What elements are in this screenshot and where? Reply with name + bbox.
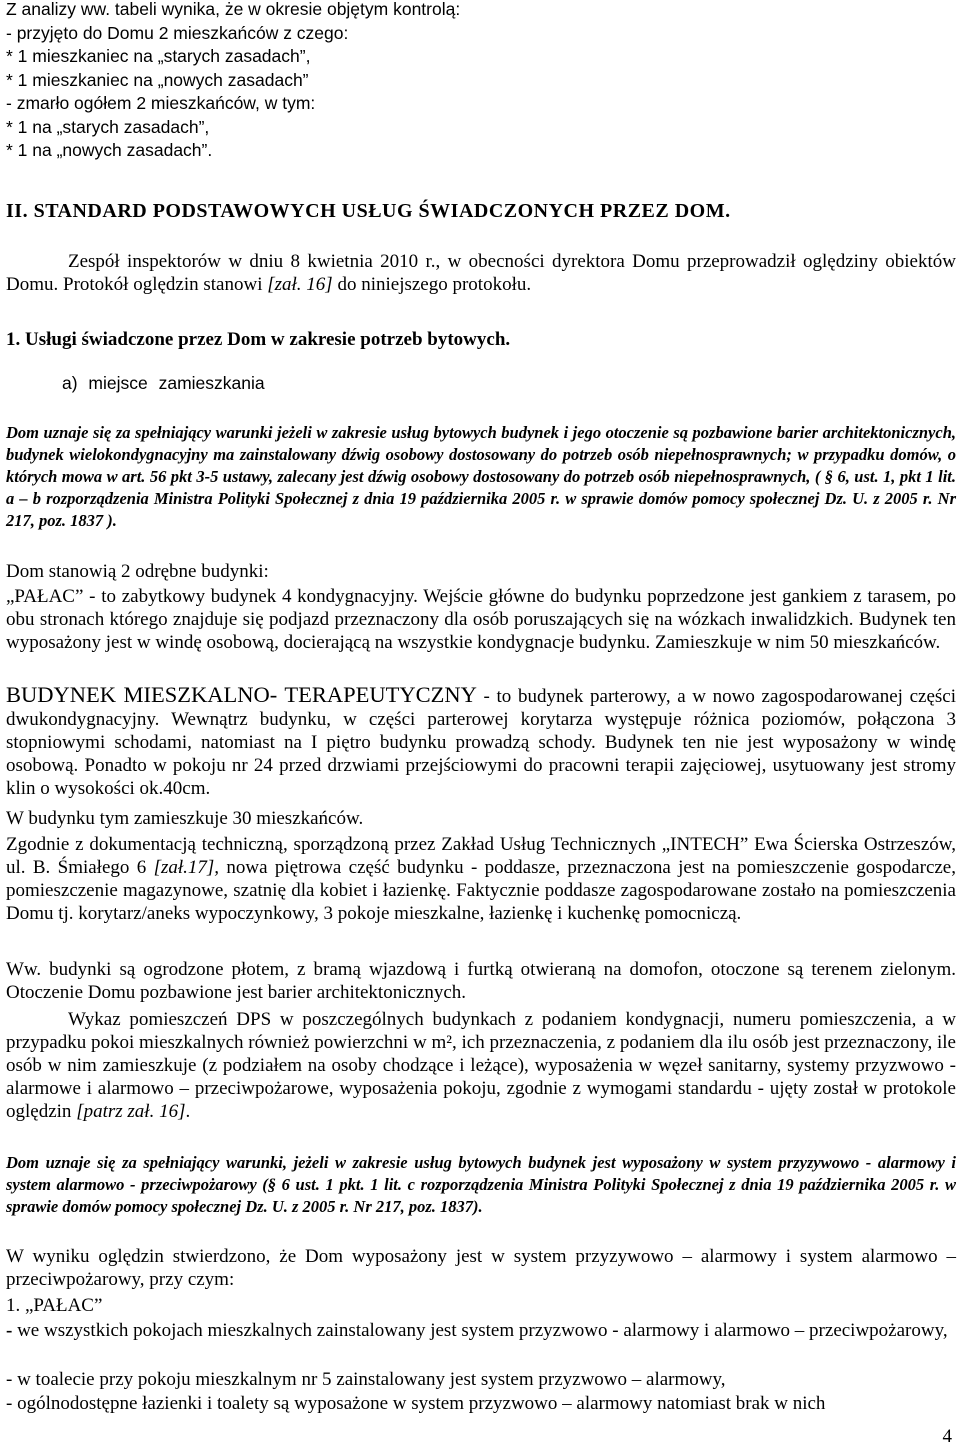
buildings-intro: Dom stanowią 2 odrębne budynki: [6, 561, 269, 582]
list-item: * 1 na „nowych zasadach”. [6, 140, 213, 160]
inspection-text-end: do niniejszego protokołu. [332, 274, 532, 295]
list-item: * 1 mieszkaniec na „nowych zasadach” [6, 69, 309, 90]
page-number: 4 [942, 1426, 952, 1447]
attachment-reference: [patrz zał. 16] [76, 1101, 186, 1122]
result-item: 1. „PAŁAC” [6, 1295, 103, 1316]
intech-text-end: nowa piętrowa część budynku - poddasze, przeznaczona jest na pomieszczenie gospodarcze, pomieszczenie magazynowe, szatnię dla kobiet i łazienkę. Faktycznie poddasze zagospodarowane zostało na pomieszczenia Domu tj. korytarz/aneks wypoczynkowy, 3 pokoje mieszkalne, łazienkę i kuchenkę pomocniczą. [6, 857, 956, 924]
intro-list [6, 0, 956, 163]
subsection-title: a) miejsce zamieszkania [62, 373, 265, 393]
bullet-text: we wszystkich pokojach mieszkalnych zainstalowany jest system przyzwowo - alarmowy i alarmowo – przeciwpożarowy, [12, 1320, 948, 1341]
inspection-text: Zespół inspektorów w dniu 8 kwietnia 2010 r., w obecności dyrektora Domu przeprowadził oględziny obiektów Domu. Protokół oględzin stanowi [6, 251, 956, 295]
intech-text: Zgodnie z dokumentacją techniczną, sporządzoną przez Zakład Usług Technicznych „INTECH” Ewa Ścierska Ostrzeszów, ul. B. Śmiałego 6 [6, 834, 956, 878]
palac-paragraph: „PAŁAC” - to zabytkowy budynek 4 kondygnacyjny. Wejście główne do budynku poprzedzone jest gankiem z tarasem, po obu stronach którego znajduje się podjazd przeznaczony dla osób poruszających się na wózkach inwalidzkich. Budynek ten wyposażony jest w windę osobową, docierającą na wszystkie kondygnacje budynku. Zamieszkuje w nim 50 mieszkańców. [6, 586, 956, 653]
list-item: * 1 na „starych zasadach”, [6, 116, 210, 137]
list-item: - przyjęto do Domu 2 mieszkańców z czego: [6, 22, 349, 43]
wykaz-text-end: . [185, 1101, 191, 1122]
list-item: * 1 mieszkaniec na „starych zasadach”, [6, 46, 311, 66]
finding-paragraph-1: Dom uznaje się za spełniający warunki jeżeli w zakresie usług bytowych budynek i jego otoczenie są pozbawione barier architektonicznych, budynek wielokondygnacyjny ma zainstalowany dźwig osobowy dostosowany do potrzeb osób niepełnosprawnych; w przypadku domów, o których mowa w art. 56 pkt 3-5 ustawy, zalecany jest dźwig osobowy dostosowany do potrzeb osób niepełnosprawnych, ( § 6, ust. 1, pkt 1 lit. a – b rozporządzenia Ministra Polityki Społecznej z dnia 19 października 2005 r. w sprawie domów pomocy społecznej Dz. U. z 2005 r. Nr 217, poz. 1837 ). [6, 423, 956, 530]
result-intro: W wyniku oględzin stwierdzono, że Dom wyposażony jest w system przyzywowo – alarmowy i system alarmowo – przeciwpożarowy, przy czym: [6, 1246, 956, 1290]
result-bullet: - w toalecie przy pokoju mieszkalnym nr 5 zainstalowany jest system przyzwowo – alarmowy, [6, 1369, 726, 1390]
attachment-reference: [zał. 16] [267, 274, 333, 295]
result-bullet [6, 1319, 956, 1342]
list-item: - zmarło ogółem 2 mieszkańców, w tym: [6, 93, 316, 113]
wykaz-paragraph [6, 1008, 956, 1123]
budynek-text: - to budynek parterowy, a w nowo zagospodarowanej części dwukondygnacyjny. Wewnątrz budynku, w części parterowej korytarza występuje różnica poziomów, połączona 3 stopniowymi schodami, natomiast na I piętro budynku prowadzą schody. Budynek ten nie jest wyposażony w windę osobową. Ponadto w pokoju nr 24 przed drzwiami przejściowymi do pracowni terapii zajęciowej, usytuowany jest stromy klin o wysokości ok.40cm. [6, 686, 956, 799]
fence-paragraph: Ww. budynki są ogrodzone płotem, z bramą wjazdową i furtką otwieraną na domofon, otoczone są terenem zielonym. Otoczenie Domu pozbawione jest barier architektonicznych. [6, 959, 956, 1003]
result-bullet: - ogólnodostępne łazienki i toalety są wyposażone w system przyzwowo – alarmowy natomiast brak w nich [6, 1393, 826, 1414]
finding-paragraph-2: Dom uznaje się za spełniający warunki, jeżeli w zakresie usług bytowych budynek jest wyposażony w system przyzywowo - alarmowy i system alarmowo - przeciwpożarowy (§ 6 ust. 1 pkt. 1 lit. c rozporządzenia Ministra Polityki Społecznej z dnia 19 października 2005 r. w sprawie domów pomocy społecznej Dz. U. z 2005 r. Nr 217, poz. 1837). [6, 1153, 956, 1216]
wykaz-text: Wykaz pomieszczeń DPS w poszczególnych budynkach z podaniem kondygnacji, numeru pomieszczenia, a w przypadku pokoi mieszkalnych również powierzchni w m², ich przeznaczenia, z podaniem dla ilu osób jest przeznaczony, ile osób w nim zamieszkuje (z podziałem na osoby chodzące i leżące), wyposażenia w węzeł sanitarny, systemy przyzwowo - alarmowe i alarmowo – przeciwpożarowe, wyposażenia pokoju, zgodnie z wymogami standardu - ujęty został w protokole oględzin [6, 1009, 956, 1122]
budynek-paragraph [6, 683, 956, 800]
building-name: BUDYNEK MIESZKALNO- TERAPEUTYCZNY [6, 682, 477, 707]
attachment-reference: [zał.17], [153, 857, 220, 878]
inspection-paragraph [6, 250, 956, 296]
intech-paragraph [6, 833, 956, 925]
list-item: Z analizy ww. tabeli wynika, że w okresie objętym kontrolą: [6, 0, 461, 19]
bullet-dash: - [6, 1320, 13, 1341]
section-heading: II. STANDARD PODSTAWOWYCH USŁUG ŚWIADCZONYCH PRZEZ DOM. [6, 200, 731, 222]
residents-line: W budynku tym zamieszkuje 30 mieszkańców. [6, 808, 364, 829]
subheading: 1. Usługi świadczone przez Dom w zakresie potrzeb bytowych. [6, 329, 511, 350]
